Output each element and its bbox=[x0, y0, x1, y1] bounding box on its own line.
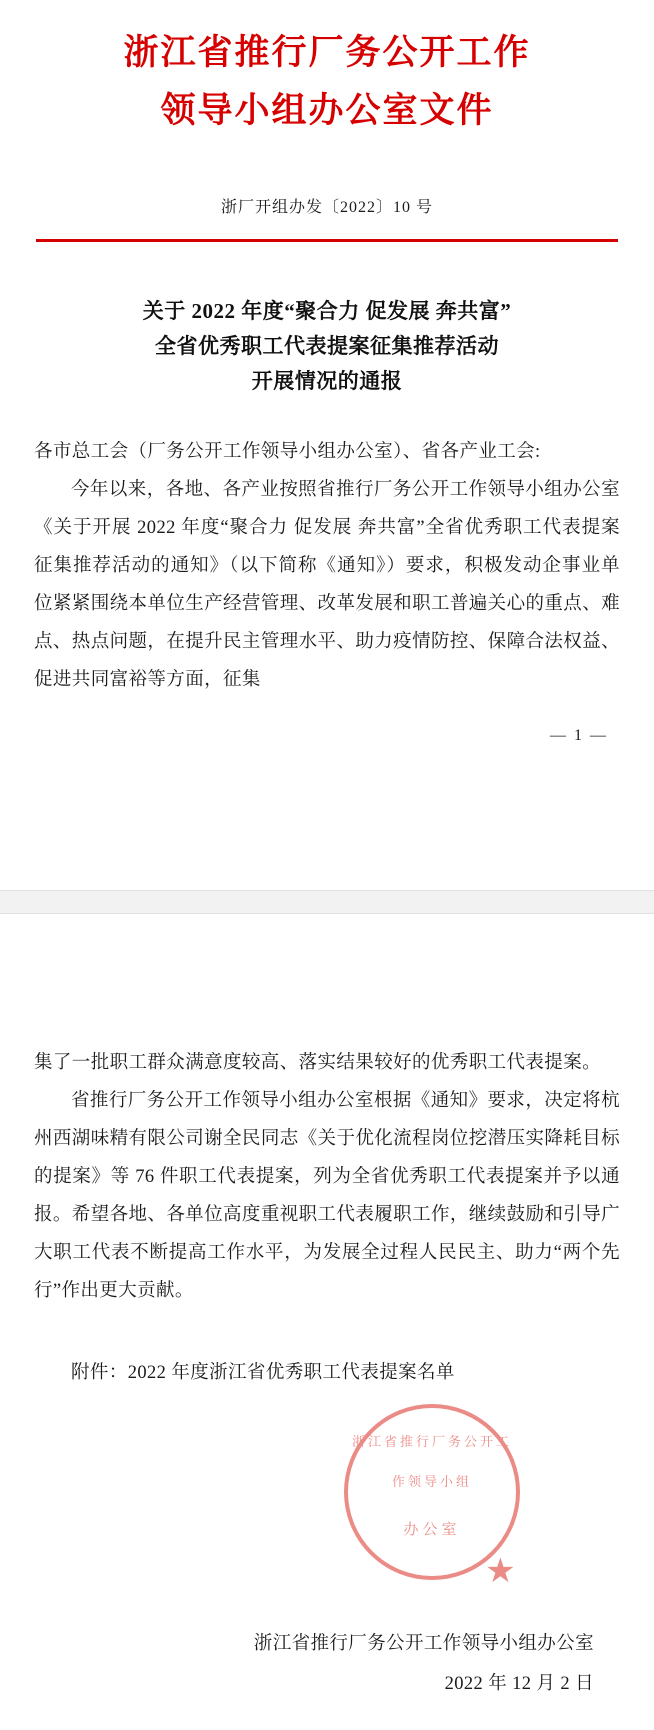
attachment-line: 附件：2022 年度浙江省优秀职工代表提案名单 bbox=[71, 1363, 455, 1383]
document-title-line-1: 关于 2022 年度“聚合力 促发展 奔共富” bbox=[142, 299, 512, 323]
seal-top-text: 浙江省推行厂务公开工作领导小组 bbox=[351, 1434, 512, 1489]
document-title bbox=[56, 294, 598, 399]
page-1-body bbox=[34, 433, 620, 699]
signature-block bbox=[34, 1434, 594, 1704]
document-title-line-2: 全省优秀职工代表提案征集推荐活动 bbox=[155, 334, 499, 358]
page-2-body bbox=[34, 1044, 620, 1310]
seal-bottom-text: 办公室 bbox=[403, 1522, 461, 1538]
page-1-number: — 1 — bbox=[550, 727, 608, 744]
document-page-2 bbox=[0, 914, 654, 1730]
page-separator bbox=[0, 890, 654, 914]
masthead bbox=[0, 0, 654, 140]
document-title-line-3: 开展情况的通报 bbox=[251, 369, 403, 393]
signature-date: 2022 年 12 月 2 日 bbox=[444, 1674, 594, 1694]
paragraph-continued: 集了一批职工群众满意度较高、落实结果较好的优秀职工代表提案。 bbox=[34, 1053, 602, 1073]
salutation: 各市总工会（厂务公开工作领导小组办公室）、省各产业工会: bbox=[34, 442, 541, 462]
paragraph-2: 省推行厂务公开工作领导小组办公室根据《通知》要求，决定将杭州西湖味精有限公司谢全民同志《关于优化流程岗位挖潜压实降耗目标的提案》等 76 件职工代表提案，列为全省优秀职工代表提案并予以通报。希望各地、各单位高度重视职工代表履职工作，继续鼓励和引导广大职工代表不断提高工作水平，为发展全过程人民民主、助力“两个先行”作出更大贡献。 bbox=[34, 1091, 620, 1301]
official-seal bbox=[344, 1404, 520, 1590]
red-divider-rule bbox=[36, 239, 618, 242]
signature-organization: 浙江省推行厂务公开工作领导小组办公室 bbox=[253, 1634, 594, 1654]
paragraph-1: 今年以来，各地、各产业按照省推行厂务公开工作领导小组办公室《关于开展 2022 年度“聚合力 促发展 奔共富”全省优秀职工代表提案征集推荐活动的通知》（以下简称《通知》）要求，积极发动企事业单位紧紧围绕本单位生产经营管理、改革发展和职工普遍关心的重点、难点、热点问题，在提升民主管理水平、助力疫情防控、保障合法权益、促进共同富裕等方面，征集 bbox=[34, 480, 620, 690]
masthead-line-1: 浙江省推行厂务公开工作 bbox=[123, 33, 531, 72]
masthead-line-2: 领导小组办公室文件 bbox=[160, 91, 494, 130]
page-2-bottom-padding bbox=[0, 1704, 654, 1730]
seal-star-icon: ★ bbox=[485, 1553, 516, 1590]
document-number: 浙厂开组办发〔2022〕10 号 bbox=[220, 199, 433, 216]
